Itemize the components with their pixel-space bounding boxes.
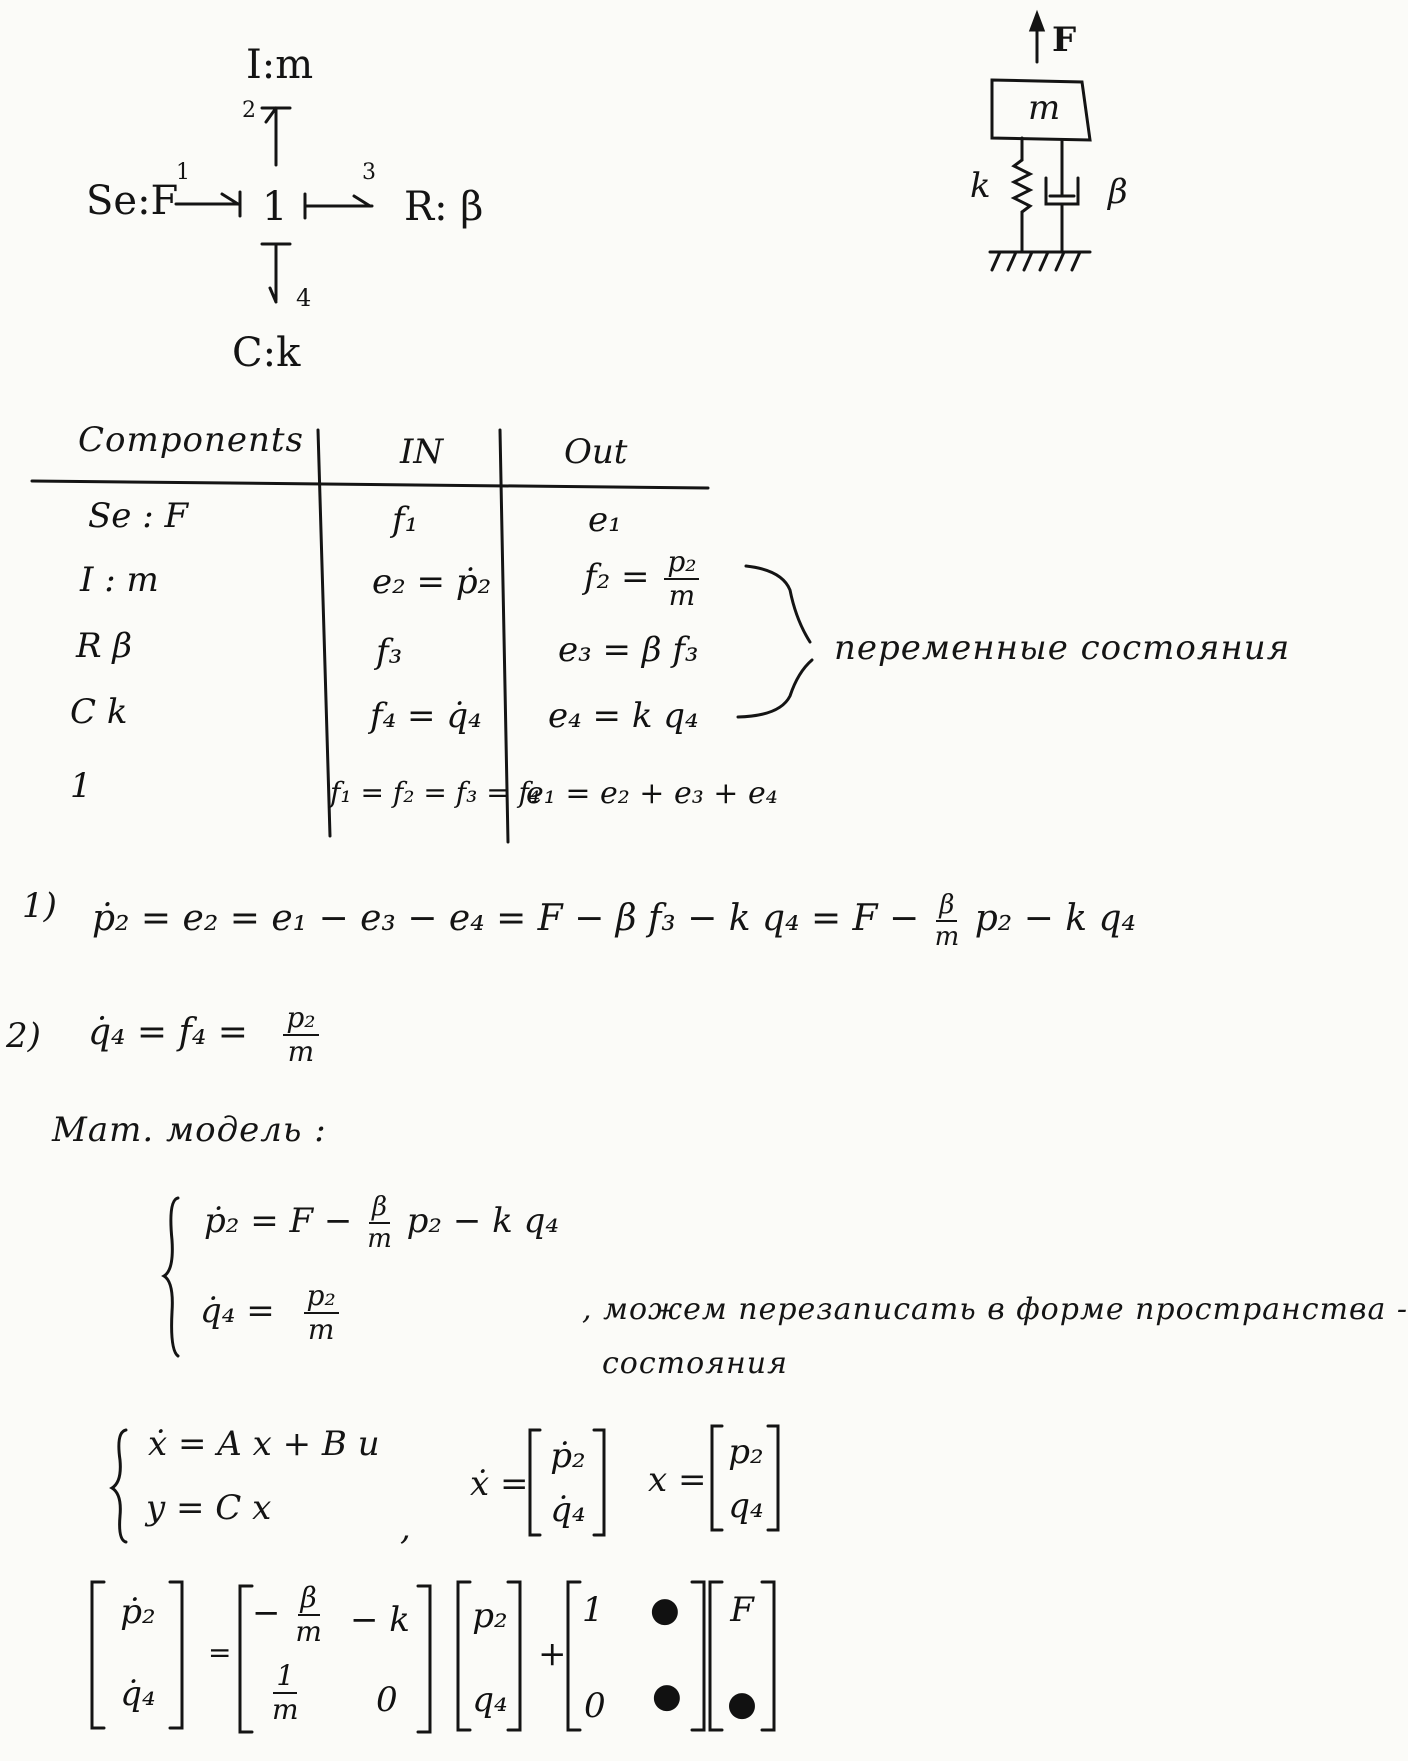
model-equation-1	[204, 1194, 559, 1252]
spring-coil	[1014, 160, 1030, 212]
u-column-item-2: ●	[727, 1684, 757, 1724]
equation-1-frac-num: β	[936, 892, 957, 922]
table-header-components: Components	[78, 420, 304, 460]
bond-1-number: 1	[176, 160, 190, 185]
matrix-a-r2c1-num: 1	[273, 1662, 297, 1694]
equation-2-index: 2)	[6, 1016, 41, 1056]
model-eq2-fraction	[304, 1279, 339, 1346]
model-eq1-part-b: p₂ − k q₄	[406, 1201, 559, 1241]
matrix-a-r1c1-sign: −	[252, 1593, 281, 1633]
bond-graph-se-element: Se:F	[86, 178, 179, 224]
matrix-a-r2c1-den: m	[272, 1693, 299, 1726]
table-row-1-in: f₁	[392, 500, 419, 540]
equation-1	[92, 892, 1136, 950]
table-row-5-out: e₁ = e₂ + e₃ + e₄	[526, 776, 778, 811]
matrix-a-r2c2: 0	[376, 1680, 398, 1720]
bond-graph-junction-1: 1	[262, 184, 288, 230]
state-brace-top	[746, 566, 810, 642]
matrix-a-r1c1-den: m	[295, 1615, 322, 1648]
matrix-b-r1c2: ●	[650, 1590, 680, 1630]
table-row-5-component: 1	[70, 766, 92, 806]
bond-3-number: 3	[362, 160, 376, 185]
table-row-2-out-fraction	[664, 545, 699, 612]
bond-4-number: 4	[296, 284, 312, 312]
table-row-1-component: Se : F	[88, 496, 189, 536]
matrix-b-r2c1: 0	[584, 1686, 606, 1726]
model-eq1-frac-num: β	[369, 1194, 390, 1224]
model-eq1-part-a: ṗ₂ = F −	[204, 1201, 353, 1241]
model-brace	[164, 1198, 178, 1356]
matrix-a-r1c2: − k	[350, 1600, 410, 1640]
equation-1-fraction	[935, 892, 960, 950]
table-row-4-component: C k	[70, 692, 128, 732]
matrix-a-r1c1	[252, 1581, 326, 1648]
matrix-a-r1c1-num: β	[298, 1584, 320, 1616]
equation-2-frac-den: m	[287, 1035, 315, 1068]
sketch-damper-label: β	[1108, 172, 1128, 212]
model-eq2-frac-num: p₂	[304, 1282, 339, 1314]
model-eq2-part-a: q̇₄ =	[200, 1291, 275, 1331]
bond-graph-i-element: I:m	[246, 42, 314, 88]
bond-2-number: 2	[242, 98, 256, 123]
equation-1-frac-den: m	[934, 922, 960, 952]
model-equation-2	[200, 1279, 343, 1346]
table-row-3-component: R β	[76, 626, 133, 666]
math-model-heading: Мат. модель :	[52, 1110, 327, 1150]
state-space-brace	[112, 1430, 126, 1542]
table-row-2-component: I : m	[80, 560, 159, 600]
x-column-item-1: p₂	[472, 1596, 508, 1636]
state-variables-note: переменные состояния	[834, 628, 1291, 668]
matrix-b-r2c2: ●	[652, 1676, 682, 1716]
table-row-2-out	[584, 545, 703, 612]
matrix-b-r1c1: 1	[582, 1590, 604, 1630]
matrix-plus: +	[538, 1634, 567, 1674]
x-column-item-2: q₄	[472, 1680, 508, 1720]
sketch-spring-label: k	[970, 166, 991, 206]
matrix-a-r2c1-fraction	[272, 1659, 299, 1726]
equation-2	[88, 1001, 323, 1068]
table-row-2-out-lhs: f₂ =	[584, 557, 650, 597]
matrix-equals: =	[208, 1636, 232, 1669]
table-row-2-out-numerator: p₂	[664, 548, 699, 580]
table-header-rule	[32, 481, 708, 488]
table-col-rule-1	[318, 430, 330, 836]
sketch-force-label: F	[1052, 20, 1077, 60]
equation-1-part-a: ṗ₂ = e₂ = e₁ − e₃ − e₄ = F − β f₃ − k q₄ = F −	[92, 898, 920, 939]
table-row-3-in: f₃	[376, 632, 403, 672]
force-arrow-head	[1031, 14, 1043, 30]
equation-1-index: 1)	[22, 886, 57, 926]
bond-graph-r-element: R: β	[404, 184, 484, 230]
model-eq1-frac-den: m	[367, 1224, 392, 1254]
matrix-a-r1c1-fraction	[295, 1581, 322, 1648]
table-row-4-out: e₄ = k q₄	[548, 696, 699, 736]
bond-graph-c-element: C:k	[232, 330, 301, 376]
state-brace-bottom	[738, 660, 812, 717]
matrix-a-r2c1	[268, 1659, 303, 1726]
x-vector-item-1: p₂	[728, 1432, 764, 1472]
table-row-2-in: e₂ = ṗ₂	[372, 562, 492, 602]
sketch-mass-label: m	[1028, 88, 1061, 128]
state-space-note-line-2: состояния	[602, 1346, 788, 1381]
state-space-note-line-1: , можем перезаписать в форме пространства -	[582, 1292, 1408, 1327]
lhs-vector-item-2: q̇₄	[120, 1674, 156, 1714]
equation-2-frac-num: p₂	[283, 1004, 318, 1036]
xdot-vector-item-2: q̇₄	[550, 1490, 586, 1530]
x-vector-item-2: q₄	[728, 1486, 764, 1526]
table-header-out: Out	[564, 432, 628, 472]
table-header-in: IN	[400, 432, 444, 472]
table-row-3-out: e₃ = β f₃	[558, 630, 699, 670]
state-space-eq-a: ẋ = A x + B u	[148, 1424, 380, 1464]
model-eq2-frac-den: m	[307, 1313, 335, 1346]
equation-2-part-a: q̇₄ = f₄ =	[88, 1012, 248, 1053]
xdot-label: ẋ =	[470, 1464, 529, 1504]
state-space-comma: ,	[400, 1508, 411, 1548]
table-row-1-out: e₁	[588, 500, 622, 540]
x-label: x =	[648, 1460, 707, 1500]
table-row-4-in: f₄ = q̇₄	[370, 696, 482, 736]
equation-1-part-b: p₂ − k q₄	[974, 898, 1136, 939]
lhs-vector-item-1: ṗ₂	[120, 1592, 156, 1632]
xdot-vector-item-1: ṗ₂	[550, 1436, 586, 1476]
table-row-5-in: f₁ = f₂ = f₃ = f₄	[330, 776, 541, 809]
u-column-item-1: F	[730, 1590, 754, 1630]
table-row-2-out-denominator: m	[668, 579, 696, 612]
equation-2-fraction	[283, 1001, 318, 1068]
model-eq1-fraction	[367, 1194, 392, 1252]
state-space-eq-b: y = C x	[146, 1488, 272, 1528]
